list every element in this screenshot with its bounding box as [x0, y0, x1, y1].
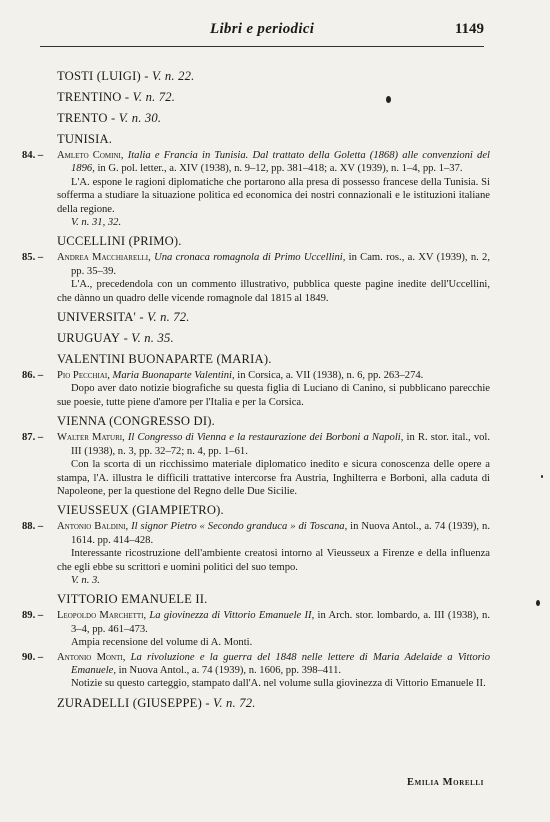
cross-reference: - V. n. 72.: [136, 310, 190, 325]
entry-source: in Corsica, a. VII (1938), n. 6, pp. 263–274.: [234, 370, 424, 382]
entry-number: 86. –: [22, 370, 44, 382]
entry-annotation: Ampia recensione del volume di A. Monti.: [71, 637, 253, 649]
entry-source: in Cam. ros., a. XV (1939), n. 2, pp. 35–39.: [71, 252, 491, 277]
entry-annotation: L'A. espone le ragioni diplomatiche che portarono alla presa di possesso francese della Tunisia. Si sofferma a studiare la situazione politica ed economica dei nostri connazionali e le istituzioni italiane della regione.: [57, 176, 490, 215]
topic-heading: [57, 694, 490, 712]
entry-citation: [57, 651, 490, 678]
cross-reference: - V. n. 35.: [120, 331, 174, 346]
bibliography-entry: [24, 251, 490, 305]
topic-name: VALENTINI BUONAPARTE (MARIA).: [57, 352, 272, 367]
cross-reference: - V. n. 22.: [140, 69, 195, 83]
entry-title: La rivoluzione e la guerra del 1848 nelle lettere di Maria Adelaide a Vittorio Emanuele,: [71, 651, 490, 676]
entry-source: in Nuova Antol., a. 74 (1939), n. 1614. pp. 414–428.: [71, 521, 490, 546]
entry-title: Italia e Francia in Tunisia. Dal trattato della Goletta (1868) alle convenzioni del 1896,: [71, 150, 490, 175]
entry-citation: [57, 251, 490, 278]
topic-heading: [57, 329, 490, 347]
entry-annotation: Dopo aver dato notizie biografiche su questa figlia di Luciano di Canino, si pubblicano parecchie sue poesie, tutte piene d'amore per l'Italia e per la Corsica.: [57, 383, 490, 408]
topic-name: VITTORIO EMANUELE II.: [57, 592, 208, 607]
entry-title: Il Congresso di Vienna e la restaurazione dei Borboni a Napoli,: [124, 432, 404, 444]
topic-name: TUNISIA.: [57, 132, 113, 146]
bibliography-entry: [24, 431, 490, 498]
topic-heading: [57, 501, 490, 519]
entry-author: Leopoldo Marchetti,: [57, 610, 147, 622]
ink-spot: [386, 96, 391, 103]
entry-citation: [57, 609, 490, 636]
entry-title: Una cronaca romagnola di Primo Uccellini,: [150, 252, 346, 264]
entry-author: Pio Pecchiai,: [57, 370, 110, 382]
running-header: [40, 20, 484, 47]
bibliography-entry: [24, 651, 490, 691]
entry-title: Maria Buonaparte Valentini,: [109, 370, 235, 382]
entry-author: Walter Maturi,: [57, 432, 125, 444]
entry-number: 84. –: [22, 150, 44, 161]
entry-number: 85. –: [22, 252, 44, 264]
topic-name: TRENTO: [57, 111, 108, 125]
index-body: [24, 64, 490, 712]
entry-cross-reference: V. n. 31, 32.: [71, 217, 122, 229]
topic-heading: [57, 130, 490, 148]
entry-annotation: Interessante ricostruzione dell'ambiente creatosi intorno al Vieusseux a Firenze e della influenza che egli ebbe su scrittori e uomini politici del suo tempo.: [57, 548, 490, 573]
entry-author: Antonio Monti,: [57, 651, 126, 663]
topic-name: TOSTI (LUIGI): [57, 69, 141, 83]
cross-reference: - V. n. 72.: [121, 90, 176, 104]
entry-number: 89. –: [22, 610, 44, 622]
entry-number: 88. –: [22, 521, 44, 533]
entry-author: Andrea Macchiarelli,: [57, 252, 151, 264]
entry-annotation: Con la scorta di un ricchissimo materiale diplomatico inedito e sicura conoscenza delle opere a stampa, l'A. illustra le difficili trattative intercorse fra Austria, Inghilterra e Borboni, alla caduta di Napoleone, per la questione del Regno delle Due Sicilie.: [57, 459, 490, 497]
topic-name: URUGUAY: [57, 331, 121, 346]
bibliography-entry: [24, 369, 490, 409]
topic-name: ZURADELLI (GIUSEPPE): [57, 695, 202, 710]
page-number: 1149: [454, 21, 484, 37]
entry-number: 90. –: [22, 651, 44, 663]
entry-source: in R. stor. ital., vol. III (1938), n. 3, pp. 32–72; n. 4, pp. 1–61.: [71, 432, 491, 457]
topic-heading: [57, 109, 490, 127]
header-title: Libri e periodici: [210, 21, 315, 37]
topic-heading: [57, 412, 490, 430]
ink-spot: [541, 475, 543, 478]
entry-annotation: Notizie su questo carteggio, stampato dall'A. nel volume sulla giovinezza di Vittorio Emanuele II.: [71, 678, 486, 690]
entry-title: La giovinezza di Vittorio Emanuele II,: [146, 610, 315, 622]
topic-heading: [57, 67, 490, 85]
entry-number: 87. –: [22, 432, 44, 444]
entry-cross-reference: V. n. 3.: [71, 574, 100, 586]
topic-name: TRENTINO: [57, 90, 122, 104]
topic-heading: [57, 350, 490, 368]
cross-reference: - V. n. 30.: [107, 111, 162, 125]
entry-citation: [57, 149, 490, 176]
entry-annotation: L'A., precedendola con un commento illustrativo, pubblica queste pagine inedite dell'Uccellini, che dànno un quadro delle vicende romagnole dal 1815 al 1849.: [57, 279, 490, 304]
entry-author: Antonio Baldini,: [57, 521, 129, 533]
cross-reference: - V. n. 72.: [201, 695, 256, 710]
entry-citation: [57, 431, 490, 458]
entry-source: in Nuova Antol., a. 74 (1939), n. 1606, pp. 398–411.: [116, 664, 342, 676]
entry-citation: [57, 369, 490, 382]
topic-name: VIENNA (CONGRESSO DI).: [57, 414, 215, 429]
entry-title: Il signor Pietro « Secondo granduca » di Toscana,: [128, 521, 348, 533]
topic-heading: [57, 88, 490, 106]
author-signature: Emilia Morelli: [407, 777, 484, 788]
topic-heading: [57, 590, 490, 608]
topic-name: UNIVERSITA': [57, 310, 137, 325]
bibliography-entry: [24, 149, 490, 229]
ink-spot: [536, 600, 540, 606]
bibliography-entry: [24, 520, 490, 587]
topic-name: UCCELLINI (PRIMO).: [57, 234, 182, 249]
entry-author: Amleto Comini,: [57, 150, 124, 161]
topic-name: VIEUSSEUX (GIAMPIETRO).: [57, 503, 224, 518]
entry-source: in Arch. stor. lombardo, a. III (1938), n. 3–4, pp. 461–473.: [71, 610, 490, 635]
topic-heading: [57, 232, 490, 250]
entry-source: in G. pol. letter., a. XIV (1938), n. 9–12, pp. 381–418; a. XV (1939), n. 1–4, pp. 1–37.: [94, 163, 463, 175]
topic-heading: [57, 308, 490, 326]
bibliography-entry: [24, 609, 490, 649]
entry-citation: [57, 520, 490, 547]
